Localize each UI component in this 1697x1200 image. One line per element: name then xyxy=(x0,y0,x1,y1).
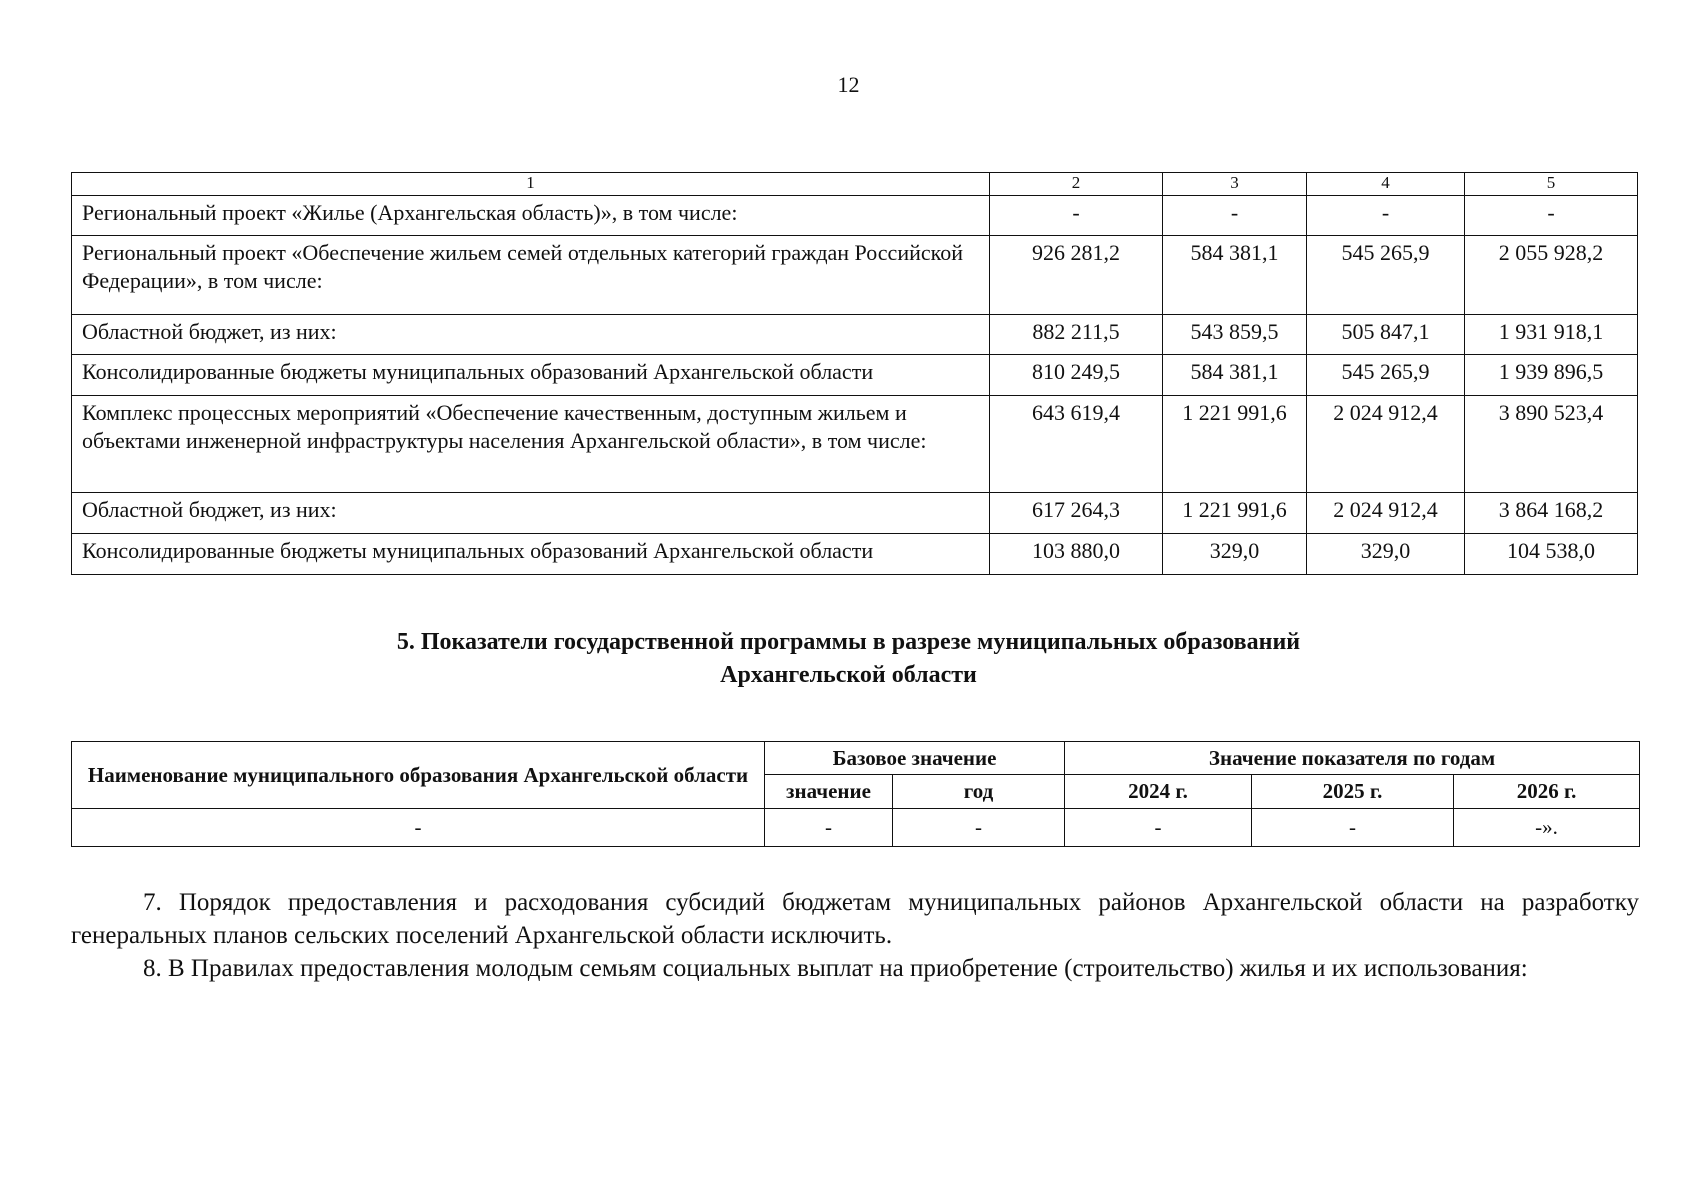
value-cell: 543 859,5 xyxy=(1163,315,1307,355)
value-cell: 103 880,0 xyxy=(990,534,1163,575)
data-cell: - xyxy=(72,809,765,847)
table-row xyxy=(72,809,1640,847)
header-cell: 1 xyxy=(72,173,990,196)
budget-table xyxy=(71,172,1638,575)
paragraph-8: 8. В Правилах предоставления молодым семьям социальных выплат на приобретение (строительство) жилья и их использования: xyxy=(143,955,1528,982)
section-title-line1: 5. Показатели государственной программы в разрезе муниципальных образований xyxy=(396,629,1301,655)
header-cell: 5 xyxy=(1465,173,1638,196)
value-cell: 882 211,5 xyxy=(990,315,1163,355)
value-cell: - xyxy=(1163,196,1307,236)
value-cell: 1 221 991,6 xyxy=(1163,493,1307,534)
header-cell: 3 xyxy=(1163,173,1307,196)
yearly-values-header: Значение показателя по годам xyxy=(1065,742,1640,775)
indicators-table xyxy=(71,741,1640,847)
data-cell: - xyxy=(1252,809,1454,847)
header-cell: 2 xyxy=(990,173,1163,196)
row-name: Областной бюджет, из них: xyxy=(72,315,990,355)
body-text xyxy=(71,886,1639,985)
base-value-header: Базовое значение xyxy=(765,742,1065,775)
table-row xyxy=(72,196,1638,236)
year-header: 2026 г. xyxy=(1454,775,1640,809)
base-year-subheader: год xyxy=(893,775,1065,809)
indicators-header-row xyxy=(72,742,1640,775)
row-name: Комплекс процессных мероприятий «Обеспечение качественным, доступным жильем и объектами инженерной инфраструктуры населения Архангельской области», в том числе: xyxy=(72,396,990,493)
value-cell: 617 264,3 xyxy=(990,493,1163,534)
value-cell: 3 864 168,2 xyxy=(1465,493,1638,534)
value-cell: - xyxy=(1465,196,1638,236)
value-cell: 1 221 991,6 xyxy=(1163,396,1307,493)
data-cell: - xyxy=(893,809,1065,847)
value-cell: 545 265,9 xyxy=(1307,355,1465,396)
value-cell: - xyxy=(1307,196,1465,236)
section-title-line2: Архангельской области xyxy=(720,662,977,688)
value-cell: 584 381,1 xyxy=(1163,355,1307,396)
value-cell: 505 847,1 xyxy=(1307,315,1465,355)
value-cell: 545 265,9 xyxy=(1307,236,1465,315)
value-cell: 1 939 896,5 xyxy=(1465,355,1638,396)
municipality-name-header: Наименование муниципального образования Архангельской области xyxy=(72,742,765,809)
row-name: Консолидированные бюджеты муниципальных образований Архангельской области xyxy=(72,534,990,575)
value-cell: 643 619,4 xyxy=(990,396,1163,493)
value-cell: 2 024 912,4 xyxy=(1307,396,1465,493)
page-number: 12 xyxy=(837,72,860,97)
value-cell: - xyxy=(990,196,1163,236)
row-name: Консолидированные бюджеты муниципальных образований Архангельской области xyxy=(72,355,990,396)
data-cell: - xyxy=(765,809,893,847)
value-cell: 2 055 928,2 xyxy=(1465,236,1638,315)
table-row xyxy=(72,355,1638,396)
section-title xyxy=(0,626,1697,692)
year-header: 2025 г. xyxy=(1252,775,1454,809)
value-cell: 3 890 523,4 xyxy=(1465,396,1638,493)
year-header: 2024 г. xyxy=(1065,775,1252,809)
value-cell: 2 024 912,4 xyxy=(1307,493,1465,534)
table-row xyxy=(72,236,1638,315)
data-cell: - xyxy=(1065,809,1252,847)
value-cell: 926 281,2 xyxy=(990,236,1163,315)
row-name: Областной бюджет, из них: xyxy=(72,493,990,534)
header-cell: 4 xyxy=(1307,173,1465,196)
value-cell: 1 931 918,1 xyxy=(1465,315,1638,355)
paragraph-7: 7. Порядок предоставления и расходования субсидий бюджетам муниципальных районов Архангельской области на разработку генеральных планов сельских поселений Архангельской области исключить. xyxy=(71,889,1639,949)
value-cell: 810 249,5 xyxy=(990,355,1163,396)
value-cell: 584 381,1 xyxy=(1163,236,1307,315)
table-row xyxy=(72,534,1638,575)
table-row xyxy=(72,396,1638,493)
base-value-subheader: значение xyxy=(765,775,893,809)
budget-table-header-row xyxy=(72,173,1638,196)
value-cell: 329,0 xyxy=(1307,534,1465,575)
value-cell: 329,0 xyxy=(1163,534,1307,575)
value-cell: 104 538,0 xyxy=(1465,534,1638,575)
row-name: Региональный проект «Жилье (Архангельская область)», в том числе: xyxy=(72,196,990,236)
table-row xyxy=(72,493,1638,534)
data-cell: -». xyxy=(1454,809,1640,847)
table-row xyxy=(72,315,1638,355)
row-name: Региональный проект «Обеспечение жильем семей отдельных категорий граждан Российской Федерации», в том числе: xyxy=(72,236,990,315)
